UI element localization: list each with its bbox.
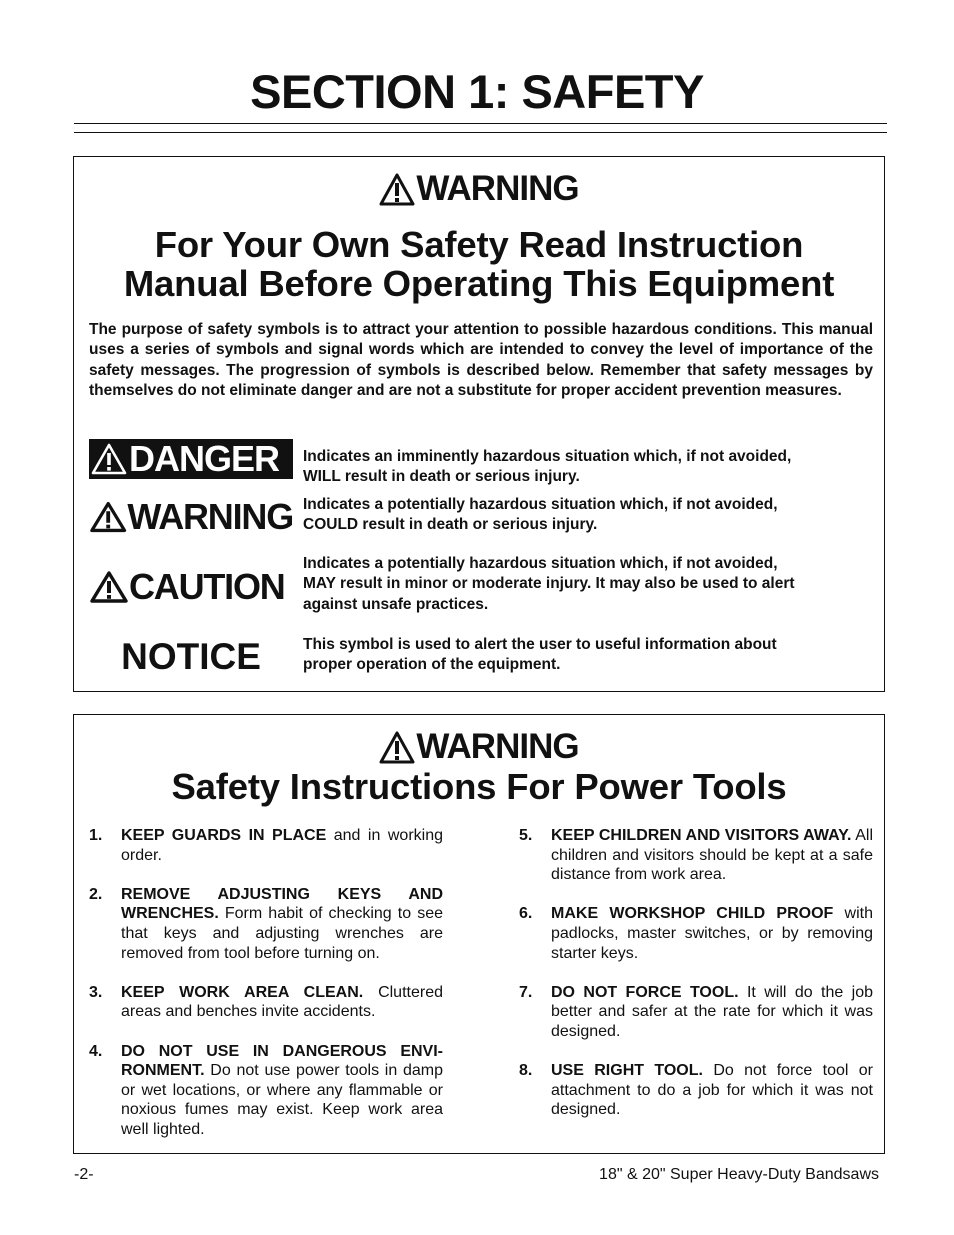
danger-triangle-icon (89, 442, 129, 476)
warning-label-text: WARNING (127, 496, 293, 537)
item-heading: MAKE WORKSHOP CHILD PROOF (551, 905, 834, 923)
item-heading: DO NOT USE IN DANGEROUS ENVIRONMENT. (121, 1042, 443, 1080)
box1-title-line2: Manual Before Operating This Equipment (123, 263, 835, 304)
item-body: Do not force tool or attachment to do a job for which it was not designed. (551, 1062, 874, 1119)
notice-description-line2: proper operation of the equipment. (303, 656, 561, 674)
item-number: 5. (519, 827, 533, 844)
title-rule-thick (74, 123, 887, 124)
caution-description-line2: MAY result in minor or moderate injury. It may also be used to alert (303, 575, 795, 593)
item-number: 2. (89, 885, 103, 903)
box2-title: Safety Instructions For Power Tools (171, 766, 787, 807)
warning-description-line2: COULD result in death or serious injury. (303, 516, 598, 534)
item-body: with padlocks, master switches, or by removing starter keys. (551, 905, 873, 962)
item-heading: DO NOT FORCE TOOL. (551, 983, 739, 1001)
item-number: 3. (89, 983, 103, 1001)
instruction-item-1 (89, 826, 443, 865)
warning-heading (74, 169, 884, 209)
warning-heading-2-text: WARNING (416, 727, 579, 766)
item-number: 4. (89, 1042, 103, 1060)
warning-heading-2 (74, 727, 884, 767)
page-title: SECTION 1: SAFETY (250, 65, 704, 118)
warning-heading-text: WARNING (416, 169, 579, 208)
caution-description-line1: Indicates a potentially hazardous situation which, if not avoided, (303, 555, 778, 572)
notice-description-line1: This symbol is used to alert the user to useful information about (303, 636, 777, 653)
power-tools-safety-box (73, 714, 885, 1154)
caution-label (89, 567, 293, 607)
item-number: 8. (519, 1062, 533, 1080)
item-body: Form habit of checking to see that keys and adjusting wrenches are removed from tool before turning on. (121, 905, 443, 962)
instruction-item-4 (89, 1042, 443, 1140)
instructions-column-right (519, 826, 873, 1140)
instruction-item-2 (89, 885, 443, 963)
item-body: All children and visitors should be kept at a safe distance from work area. (551, 827, 874, 884)
notice-label: NOTICE (121, 636, 261, 677)
caution-description (303, 554, 873, 615)
warning-label (89, 497, 293, 537)
danger-label-text: DANGER (129, 438, 280, 479)
instruction-item-7 (519, 983, 873, 1042)
warning-symbols-box (73, 156, 885, 692)
caution-triangle-icon (89, 570, 129, 604)
item-body: and in working order. (121, 827, 443, 864)
caution-description-line3: against unsafe practices. (303, 595, 489, 613)
instruction-item-6 (519, 904, 873, 963)
item-number: 1. (89, 827, 103, 844)
box1-title-line1: For Your Own Safety Read Instruction (154, 224, 804, 265)
warning-triangle-icon (379, 173, 415, 206)
item-heading: REMOVE ADJUSTING KEYS AND WRENCHES. (121, 885, 443, 923)
item-heading: KEEP WORK AREA CLEAN. (121, 983, 364, 1001)
footer-product-name: 18" & 20" Super Heavy-Duty Bandsaws (599, 1166, 879, 1183)
danger-description-line2: WILL result in death or serious injury. (303, 468, 580, 486)
item-body: Cluttered areas and benches invite accidents. (121, 983, 443, 1021)
page-number: -2- (74, 1166, 94, 1183)
danger-label (89, 439, 293, 479)
danger-description-line1: Indicates an imminently hazardous situation which, if not avoided, (303, 448, 792, 465)
item-heading: KEEP CHILDREN AND VISITORS AWAY. (551, 827, 852, 844)
warning-description (303, 495, 873, 536)
item-number: 6. (519, 905, 533, 923)
title-rule-thin (74, 132, 887, 133)
warning-triangle-icon (379, 731, 415, 764)
item-number: 7. (519, 983, 533, 1001)
warning-label-triangle-icon (89, 500, 127, 534)
item-heading: KEEP GUARDS IN PLACE (121, 827, 327, 844)
item-body: It will do the job better and safer at the rate for which it was designed. (551, 983, 873, 1040)
instruction-item-8 (519, 1061, 873, 1120)
instruction-item-5 (519, 826, 873, 885)
warning-description-line1: Indicates a potentially hazardous situation which, if not avoided, (303, 496, 778, 513)
instruction-item-3 (89, 983, 443, 1022)
instructions-column-left (89, 826, 443, 1159)
box1-intro: The purpose of safety symbols is to attract your attention to possible hazardous conditions. This manual uses a series of symbols and signal words which are intended to convey the level of importance of the safety messages. The progression of symbols is described below. Remember that safety messages by themselves do not eliminate danger and are not a substitute for proper accident prevention measures. (89, 321, 873, 400)
item-heading: USE RIGHT TOOL. (551, 1062, 703, 1080)
caution-label-text: CAUTION (129, 566, 285, 607)
danger-description (303, 447, 873, 488)
notice-description (303, 635, 873, 676)
item-body: Do not use power tools in damp or wet locations, or where any flammable or noxious fumes may exist. Keep work area well lighted. (121, 1062, 443, 1138)
